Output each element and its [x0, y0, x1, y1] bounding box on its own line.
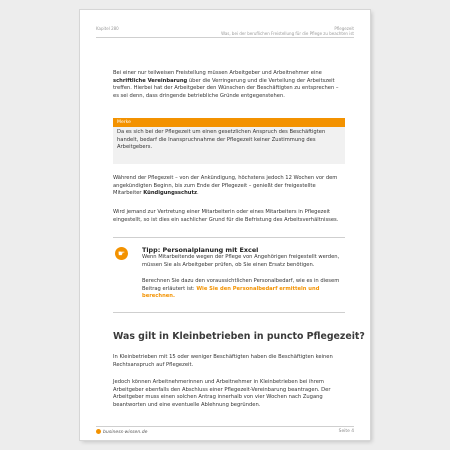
merke-text: Da es sich bei der Pflegezeit um einen gesetzlichen Anspruch des Beschäftigten handelt, bedarf die Inanspruchnahme der Pflegezeit keiner Zustimmung des Arbeitgebers. — [113, 127, 345, 164]
section-heading: Was gilt in Kleinbetrieben in puncto Pflegezeit? — [113, 331, 365, 342]
tipp-text-2 — [142, 278, 346, 301]
header-subtitle: Was, bei der beruflichen Freistellung für die Pflege zu beachten ist — [221, 31, 354, 36]
tipp-bottom-divider — [113, 312, 345, 313]
protection-bold: Kündigungsschutz — [143, 190, 197, 197]
intro-text-2: über die Verringerung und die Verteilung der Arbeitszeit treffen. Hierbei hat der Arbeitgeber den Wünschen der Beschäftigten zu entsprechen – es sei denn, dass dringende betriebliche Gründe entgegenstehen. — [113, 77, 339, 99]
footer-logo — [96, 429, 147, 435]
tipp-text-2-main: Berechnen Sie dazu den voraussichtlichen Personalbedarf, wie es in diesem Beitrag erläutert ist: — [142, 278, 340, 292]
header-divider — [96, 37, 354, 38]
small-business-paragraph-2: Jedoch können Arbeitnehmerinnen und Arbeitnehmer in Kleinbetrieben bei ihrem Arbeitgeber ebenfalls den Abschluss einer Pflegezeit-Vereinbarung beantragen. Der Arbeitgeber muss einen solchen Antrag innerhalb von vier Wochen nach Zugang beantworten und eine eventuelle Ablehnung begründen. — [113, 379, 331, 408]
protection-paragraph — [113, 175, 339, 198]
logo-dot-icon — [96, 429, 101, 434]
protection-text-1: Während der Pflegezeit – von der Ankündigung, höchstens jedoch 12 Wochen vor dem angekündigten Beginn, bis zum Ende der Pflegezeit – genießt der freigestellte Mitarbeiter — [113, 175, 338, 197]
page-number: Seite 4 — [338, 429, 354, 434]
header-chapter: Kapitel 280 — [96, 26, 119, 31]
merke-box — [113, 118, 345, 164]
intro-text-1: Bei einer nur teilweisen Freistellung müssen Arbeitgeber und Arbeitnehmer eine — [113, 70, 322, 76]
small-business-paragraph-1: In Kleinbetrieben mit 15 oder weniger Beschäftigten haben die Beschäftigten keinen Rechtsanspruch auf Pflegezeit. — [113, 354, 333, 368]
tipp-text-1: Wenn Mitarbeitende wegen der Pflege von Angehörigen freigestellt werden, müssen Sie als Arbeitgeber prüfen, ob Sie einen Ersatz benötigen. — [142, 254, 340, 268]
personalbedarf-link[interactable]: Wie Sie den Personalbedarf ermitteln und berechnen. — [142, 285, 320, 300]
intro-paragraph — [113, 70, 339, 100]
tipp-top-divider — [113, 237, 345, 238]
tipp-hand-icon: ☛ — [115, 247, 128, 260]
intro-bold: schriftliche Vereinbarung — [113, 77, 188, 84]
merke-label: Merke — [113, 118, 345, 127]
header-section: Pflegezeit — [334, 26, 354, 31]
substitute-paragraph: Wird jemand zur Vertretung einer Mitarbeiterin oder eines Mitarbeiters in Pflegezeit eingestellt, so ist dies ein sachlicher Grund für die Befristung des Arbeitsverhältnisses. — [113, 209, 339, 223]
footer-divider — [96, 426, 354, 427]
footer-logo-text: business-wissen.de — [103, 430, 148, 435]
protection-text-2: . — [196, 190, 199, 197]
tipp-title: Tipp: Personalplanung mit Excel — [142, 246, 259, 254]
document-page — [80, 10, 370, 440]
